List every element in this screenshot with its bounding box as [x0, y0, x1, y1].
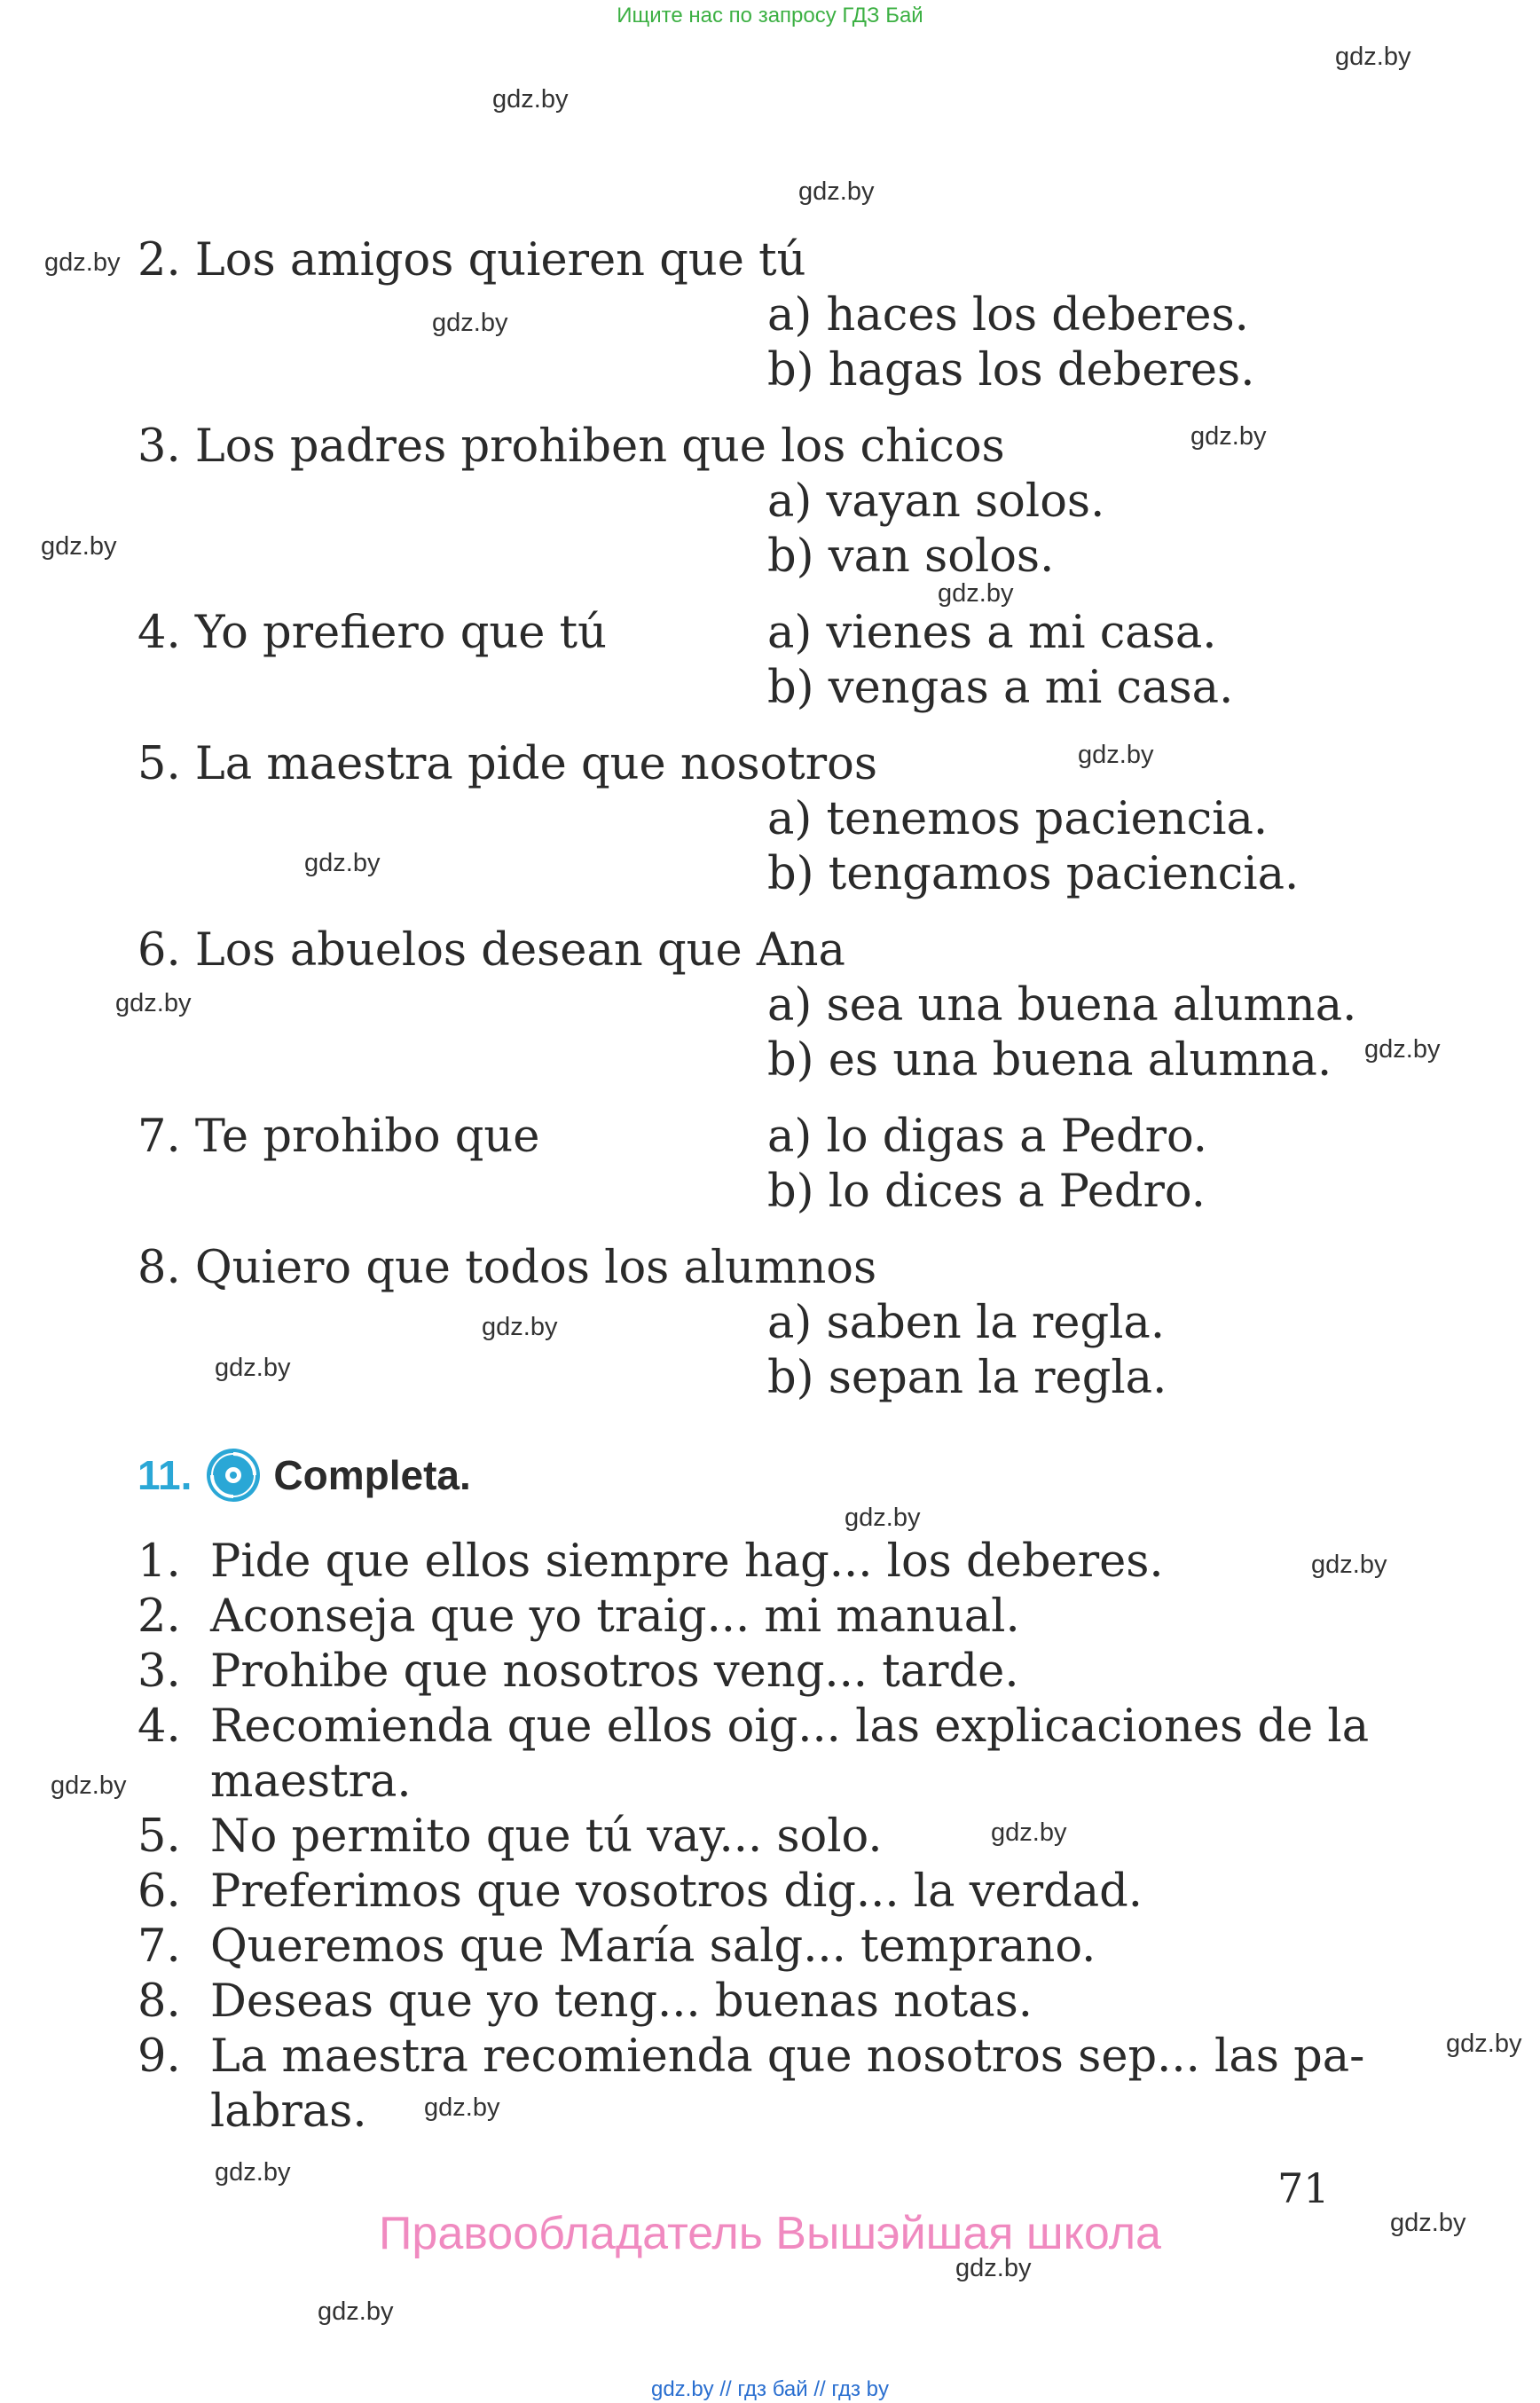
question-stem: 5. La maestra pide que nosotros — [138, 738, 878, 790]
watermark: gdz.by — [51, 1771, 127, 1800]
watermark: gdz.by — [492, 85, 569, 114]
item-text: maestra. — [210, 1755, 412, 1808]
option-a: a) vienes a mi casa. — [767, 607, 1217, 659]
question-stem: 8. Quiero que todos los alumnos — [138, 1242, 877, 1294]
footer-links[interactable]: gdz.by // гдз бай // гдз by — [650, 2377, 890, 2401]
watermark: gdz.by — [798, 177, 875, 206]
exercise-number: 11. — [138, 1452, 192, 1498]
exercise-title: Completa. — [273, 1452, 471, 1498]
watermark: gdz.by — [1364, 1035, 1441, 1064]
watermark: gdz.by — [1190, 422, 1267, 451]
watermark: gdz.by — [938, 579, 1014, 608]
item-text: Aconseja que yo traig... mi manual. — [210, 1590, 1020, 1643]
watermark: gdz.by — [215, 2158, 291, 2187]
option-a: a) tenemos paciencia. — [767, 793, 1269, 845]
item-text: La maestra recomienda que nosotros sep... las pa- — [210, 2030, 1365, 2083]
item-text: labras. — [210, 2085, 367, 2138]
top-banner: Ищите нас по запросу ГДЗ Бай — [617, 4, 923, 27]
item-text: No permito que tú vay... solo. — [210, 1810, 883, 1863]
page-number: 71 — [1277, 2164, 1330, 2212]
item-number: 6. — [138, 1865, 181, 1918]
option-b: b) tengamos paciencia. — [767, 848, 1300, 900]
item-number: 7. — [138, 1920, 181, 1973]
cd-disc-icon — [204, 1446, 263, 1504]
watermark: gdz.by — [432, 309, 508, 337]
copyright-notice: Правообладатель Вышэйшая школа — [379, 2208, 1161, 2259]
watermark: gdz.by — [845, 1504, 921, 1532]
exercise-header — [138, 1446, 471, 1504]
question-stem: 7. Te prohibo que — [138, 1111, 540, 1163]
item-number: 3. — [138, 1645, 181, 1698]
watermark: gdz.by — [215, 1354, 291, 1382]
watermark: gdz.by — [1335, 43, 1411, 71]
option-a: a) haces los deberes. — [767, 289, 1249, 342]
option-b: b) hagas los deberes. — [767, 344, 1255, 397]
watermark: gdz.by — [424, 2093, 500, 2122]
item-text: Recomienda que ellos oig... las explicaciones de la — [210, 1700, 1370, 1753]
question-stem: 6. Los abuelos desean que Ana — [138, 924, 845, 977]
item-text: Pide que ellos siempre hag... los deberes. — [210, 1535, 1164, 1588]
item-text: Queremos que María salg... temprano. — [210, 1920, 1096, 1973]
item-text: Prohibe que nosotros veng... tarde. — [210, 1645, 1019, 1698]
watermark: gdz.by — [482, 1313, 558, 1341]
watermark: gdz.by — [115, 989, 192, 1017]
watermark: gdz.by — [955, 2254, 1032, 2282]
option-b: b) vengas a mi casa. — [767, 662, 1234, 714]
watermark: gdz.by — [44, 248, 121, 277]
watermark: gdz.by — [991, 1818, 1067, 1847]
question-stem: 3. Los padres prohiben que los chicos — [138, 420, 1005, 473]
option-b: b) es una buena alumna. — [767, 1034, 1332, 1087]
watermark: gdz.by — [41, 532, 117, 561]
item-number: 4. — [138, 1700, 181, 1753]
option-b: b) van solos. — [767, 530, 1055, 583]
watermark: gdz.by — [1446, 2030, 1522, 2058]
option-a: a) vayan solos. — [767, 475, 1105, 528]
watermark: gdz.by — [304, 849, 381, 877]
watermark: gdz.by — [318, 2297, 394, 2326]
item-number: 9. — [138, 2030, 181, 2083]
watermark: gdz.by — [1311, 1551, 1387, 1579]
item-text: Deseas que yo teng... buenas notas. — [210, 1975, 1033, 2028]
option-b: b) sepan la regla. — [767, 1352, 1167, 1404]
item-number: 1. — [138, 1535, 181, 1588]
item-number: 2. — [138, 1590, 181, 1643]
option-a: a) lo digas a Pedro. — [767, 1111, 1208, 1163]
watermark: gdz.by — [1390, 2209, 1466, 2237]
watermark: gdz.by — [1078, 741, 1154, 769]
item-number: 8. — [138, 1975, 181, 2028]
item-text: Preferimos que vosotros dig... la verdad. — [210, 1865, 1143, 1918]
question-stem: 4. Yo prefiero que tú — [138, 607, 607, 659]
option-a: a) sea una buena alumna. — [767, 979, 1357, 1032]
question-stem: 2. Los amigos quieren que tú — [138, 234, 806, 287]
option-b: b) lo dices a Pedro. — [767, 1166, 1206, 1218]
item-number: 5. — [138, 1810, 181, 1863]
option-a: a) saben la regla. — [767, 1297, 1166, 1349]
